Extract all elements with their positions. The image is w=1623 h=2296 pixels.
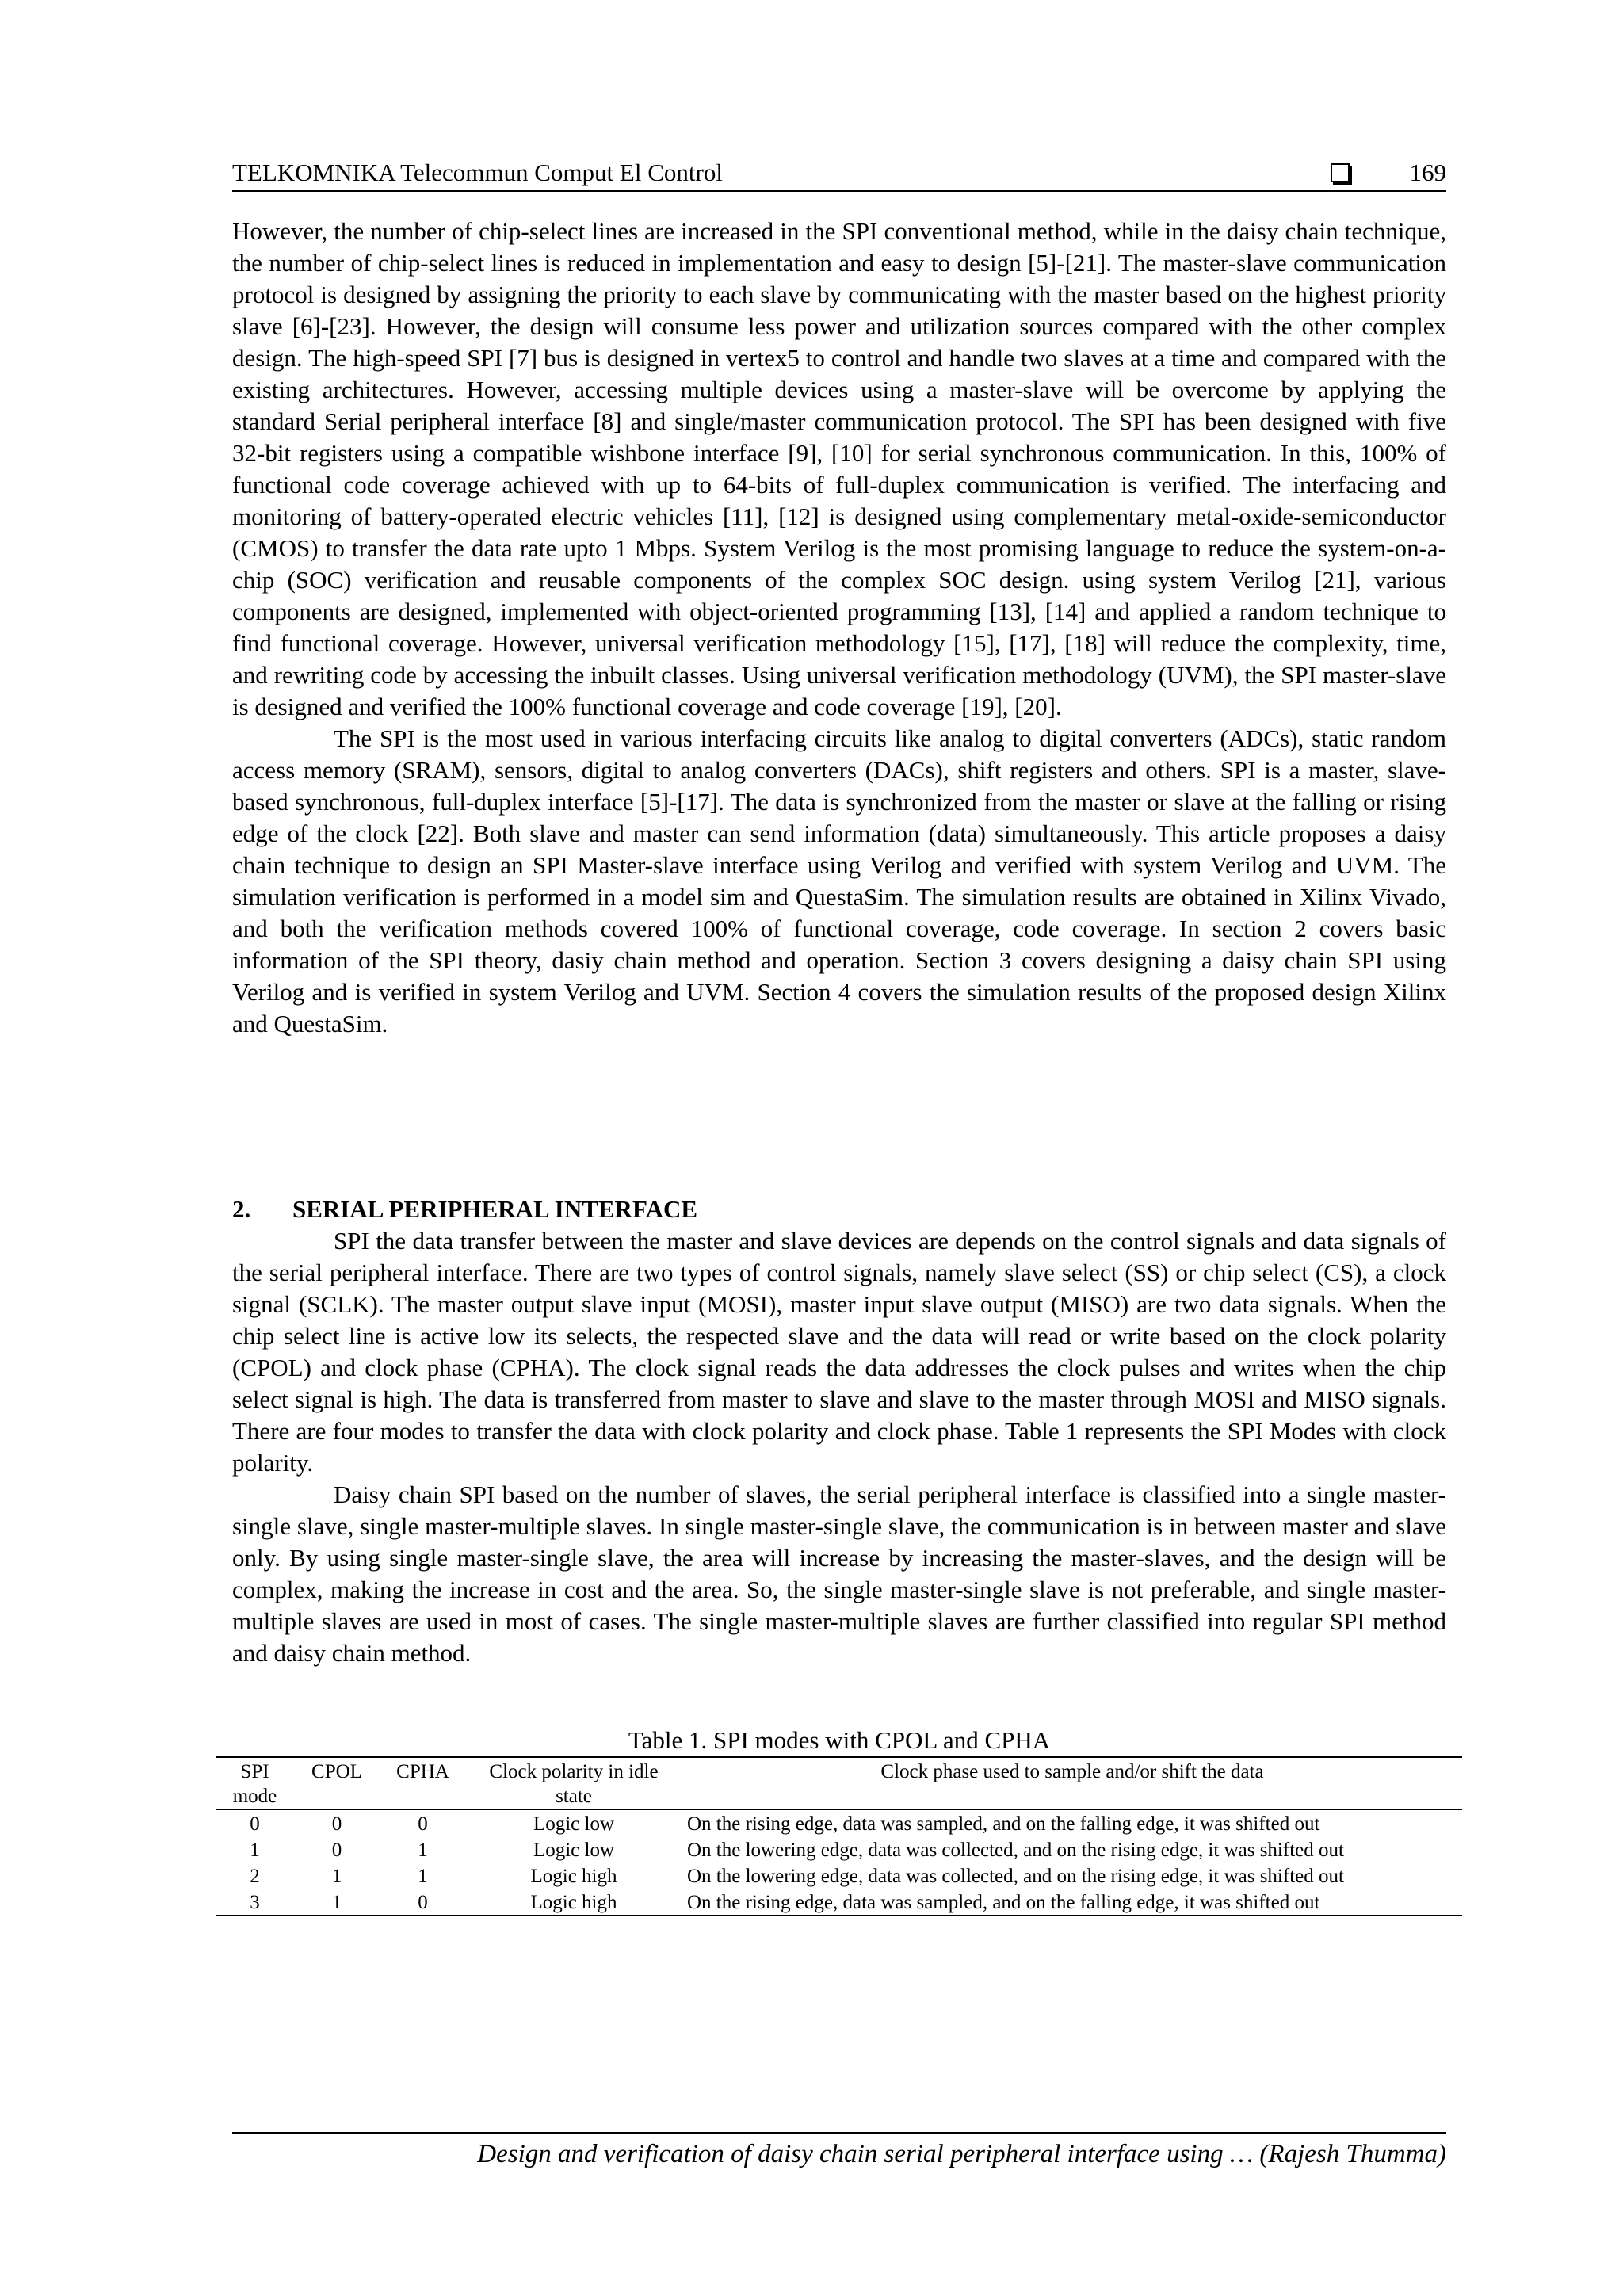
page-footer: Design and verification of daisy chain serial peripheral interface using … (Rajesh Thumma) xyxy=(477,2140,1446,2168)
table-cell: 1 xyxy=(250,1839,260,1861)
journal-title: TELKOMNIKA Telecommun Comput El Control xyxy=(232,159,723,186)
table-cell: On the rising edge, data was sampled, and on the falling edge, it was shifted out xyxy=(687,1813,1320,1835)
table-header-cell: CPOL xyxy=(311,1761,362,1782)
table-row xyxy=(216,1862,1462,1889)
table-row xyxy=(216,1809,1462,1836)
table-cell: 1 xyxy=(331,1866,342,1887)
table-cell: On the rising edge, data was sampled, and on the falling edge, it was shifted out xyxy=(687,1892,1320,1913)
footer-divider xyxy=(232,2132,1446,2134)
table-header-cell: Clock polarity in idle state xyxy=(489,1761,659,1807)
table-cell: 0 xyxy=(418,1892,428,1913)
table-cell: On the lowering edge, data was collected, and on the rising edge, it was shifted out xyxy=(687,1866,1344,1887)
table-cell: 2 xyxy=(250,1866,260,1887)
table-header-row xyxy=(216,1757,1462,1809)
section-heading xyxy=(232,1194,1446,1225)
intro-paragraph-2: The SPI is the most used in various interfacing circuits like analog to digital converters (ADCs), static random access memory (SRAM), sensors, digital to analog converters (DACs), shift registers and others. SPI is a master, slave-based synchronous, full-duplex interface [5]-[17]. The data is synchronized from the master or slave at the falling or rising edge of the clock [22]. Both slave and master can send information (data) simultaneously. This article proposes a daisy chain technique to design an SPI Master-slave interface using Verilog and verified with system Verilog and UVM. The simulation verification is performed in a model sim and QuestaSim. The simulation results are obtained in Xilinx Vivado, and both the verification methods covered 100% of functional coverage, code coverage. In section 2 covers basic information of the SPI theory, dasiy chain method and operation. Section 3 covers designing a daisy chain SPI using Verilog and is verified in system Verilog and UVM. Section 4 covers the simulation results of the proposed design Xilinx and QuestaSim. xyxy=(232,724,1446,1037)
table-cell: 3 xyxy=(250,1892,260,1913)
table-row xyxy=(216,1889,1462,1916)
section-2-paragraph-2: Daisy chain SPI based on the number of slaves, the serial peripheral interface is classified into a single master-single slave, single master-multiple slaves. In single master-single slave, the communication is in between master and slave only. By using single master-single slave, the area will increase by increasing the master-slaves, and the design will be complex, making the increase in cost and the area. So, the single master-single slave is not preferable, and single master-multiple slaves are used in most of cases. The single master-multiple slaves are further classified into regular SPI method and daisy chain method. xyxy=(232,1480,1446,1667)
table-cell: On the lowering edge, data was collected, and on the rising edge, it was shifted out xyxy=(687,1839,1344,1861)
table-cell: Logic high xyxy=(530,1866,617,1887)
page-number: 169 xyxy=(1409,159,1446,186)
table-cell: 0 xyxy=(250,1813,260,1835)
checkbox-square-icon xyxy=(1331,163,1350,182)
table-cell: 0 xyxy=(418,1813,428,1835)
intro-paragraph-1: However, the number of chip-select lines are increased in the SPI conventional method, while in the daisy chain technique, the number of chip-select lines is reduced in implementation and easy to design [5]-[21]. The master-slave communication protocol is designed by assigning the priority to each slave by communicating with the master based on the highest priority slave [6]-[23]. However, the design will consume less power and utilization sources compared with the other complex design. The high-speed SPI [7] bus is designed in vertex5 to control and handle two slaves at a time and compared with the existing architectures. However, accessing multiple devices using a master-slave will be overcome by applying the standard Serial peripheral interface [8] and single/master communication protocol. The SPI has been designed with five 32-bit registers using a compatible wishbone interface [9], [10] for serial synchronous communication. In this, 100% of functional code coverage achieved with up to 64-bits of full-duplex communication is verified. The interfacing and monitoring of battery-operated electric vehicles [11], [12] is designed using complementary metal-oxide-semiconductor (CMOS) to transfer the data rate upto 1 Mbps. System Verilog is the most promising language to reduce the system-on-a-chip (SOC) verification and reusable components of the complex SOC design. using system Verilog [21], various components are designed, implemented with object-oriented programming [13], [14] and applied a random technique to find functional coverage. However, universal verification methodology [15], [17], [18] will reduce the complexity, time, and rewriting code by accessing the inbuilt classes. Using universal verification methodology (UVM), the SPI master-slave is designed and verified the 100% functional coverage and code coverage [19], [20]. xyxy=(232,217,1446,720)
section-number: 2. xyxy=(232,1195,251,1223)
table-cell: 1 xyxy=(418,1839,428,1861)
spi-modes-table xyxy=(216,1756,1462,1916)
table-cell: 1 xyxy=(418,1866,428,1887)
intro-text xyxy=(232,216,1446,1040)
table-cell: Logic low xyxy=(533,1839,615,1861)
table-header-cell: CPHA xyxy=(396,1761,449,1782)
section-2-text xyxy=(232,1225,1446,1669)
table-header-cell: Clock phase used to sample and/or shift the data xyxy=(880,1761,1264,1782)
table-caption: Table 1. SPI modes with CPOL and CPHA xyxy=(628,1726,1051,1754)
table-row xyxy=(216,1836,1462,1862)
section-title: SERIAL PERIPHERAL INTERFACE xyxy=(292,1195,698,1223)
page-header xyxy=(232,155,1446,192)
table-header-cell: SPI mode xyxy=(232,1761,277,1807)
table-cell: 1 xyxy=(331,1892,342,1913)
table-cell: Logic low xyxy=(533,1813,615,1835)
section-2-paragraph-1: SPI the data transfer between the master and slave devices are depends on the control signals and data signals of the serial peripheral interface. There are two types of control signals, namely slave select (SS) or chip select (CS), a clock signal (SCLK). The master output slave input (MOSI), master input slave output (MISO) are two data signals. When the chip select line is active low its selects, the respected slave and the data will read or write based on the clock polarity (CPOL) and clock phase (CPHA). The clock signal reads the data addresses the clock pulses and writes when the chip select signal is high. The data is transferred from master to slave and slave to the master through MOSI and MISO signals. There are four modes to transfer the data with clock polarity and clock phase. Table 1 represents the SPI Modes with clock polarity. xyxy=(232,1227,1446,1477)
table-cell: 0 xyxy=(331,1813,342,1835)
table-cell: Logic high xyxy=(530,1892,617,1913)
table-cell: 0 xyxy=(331,1839,342,1861)
